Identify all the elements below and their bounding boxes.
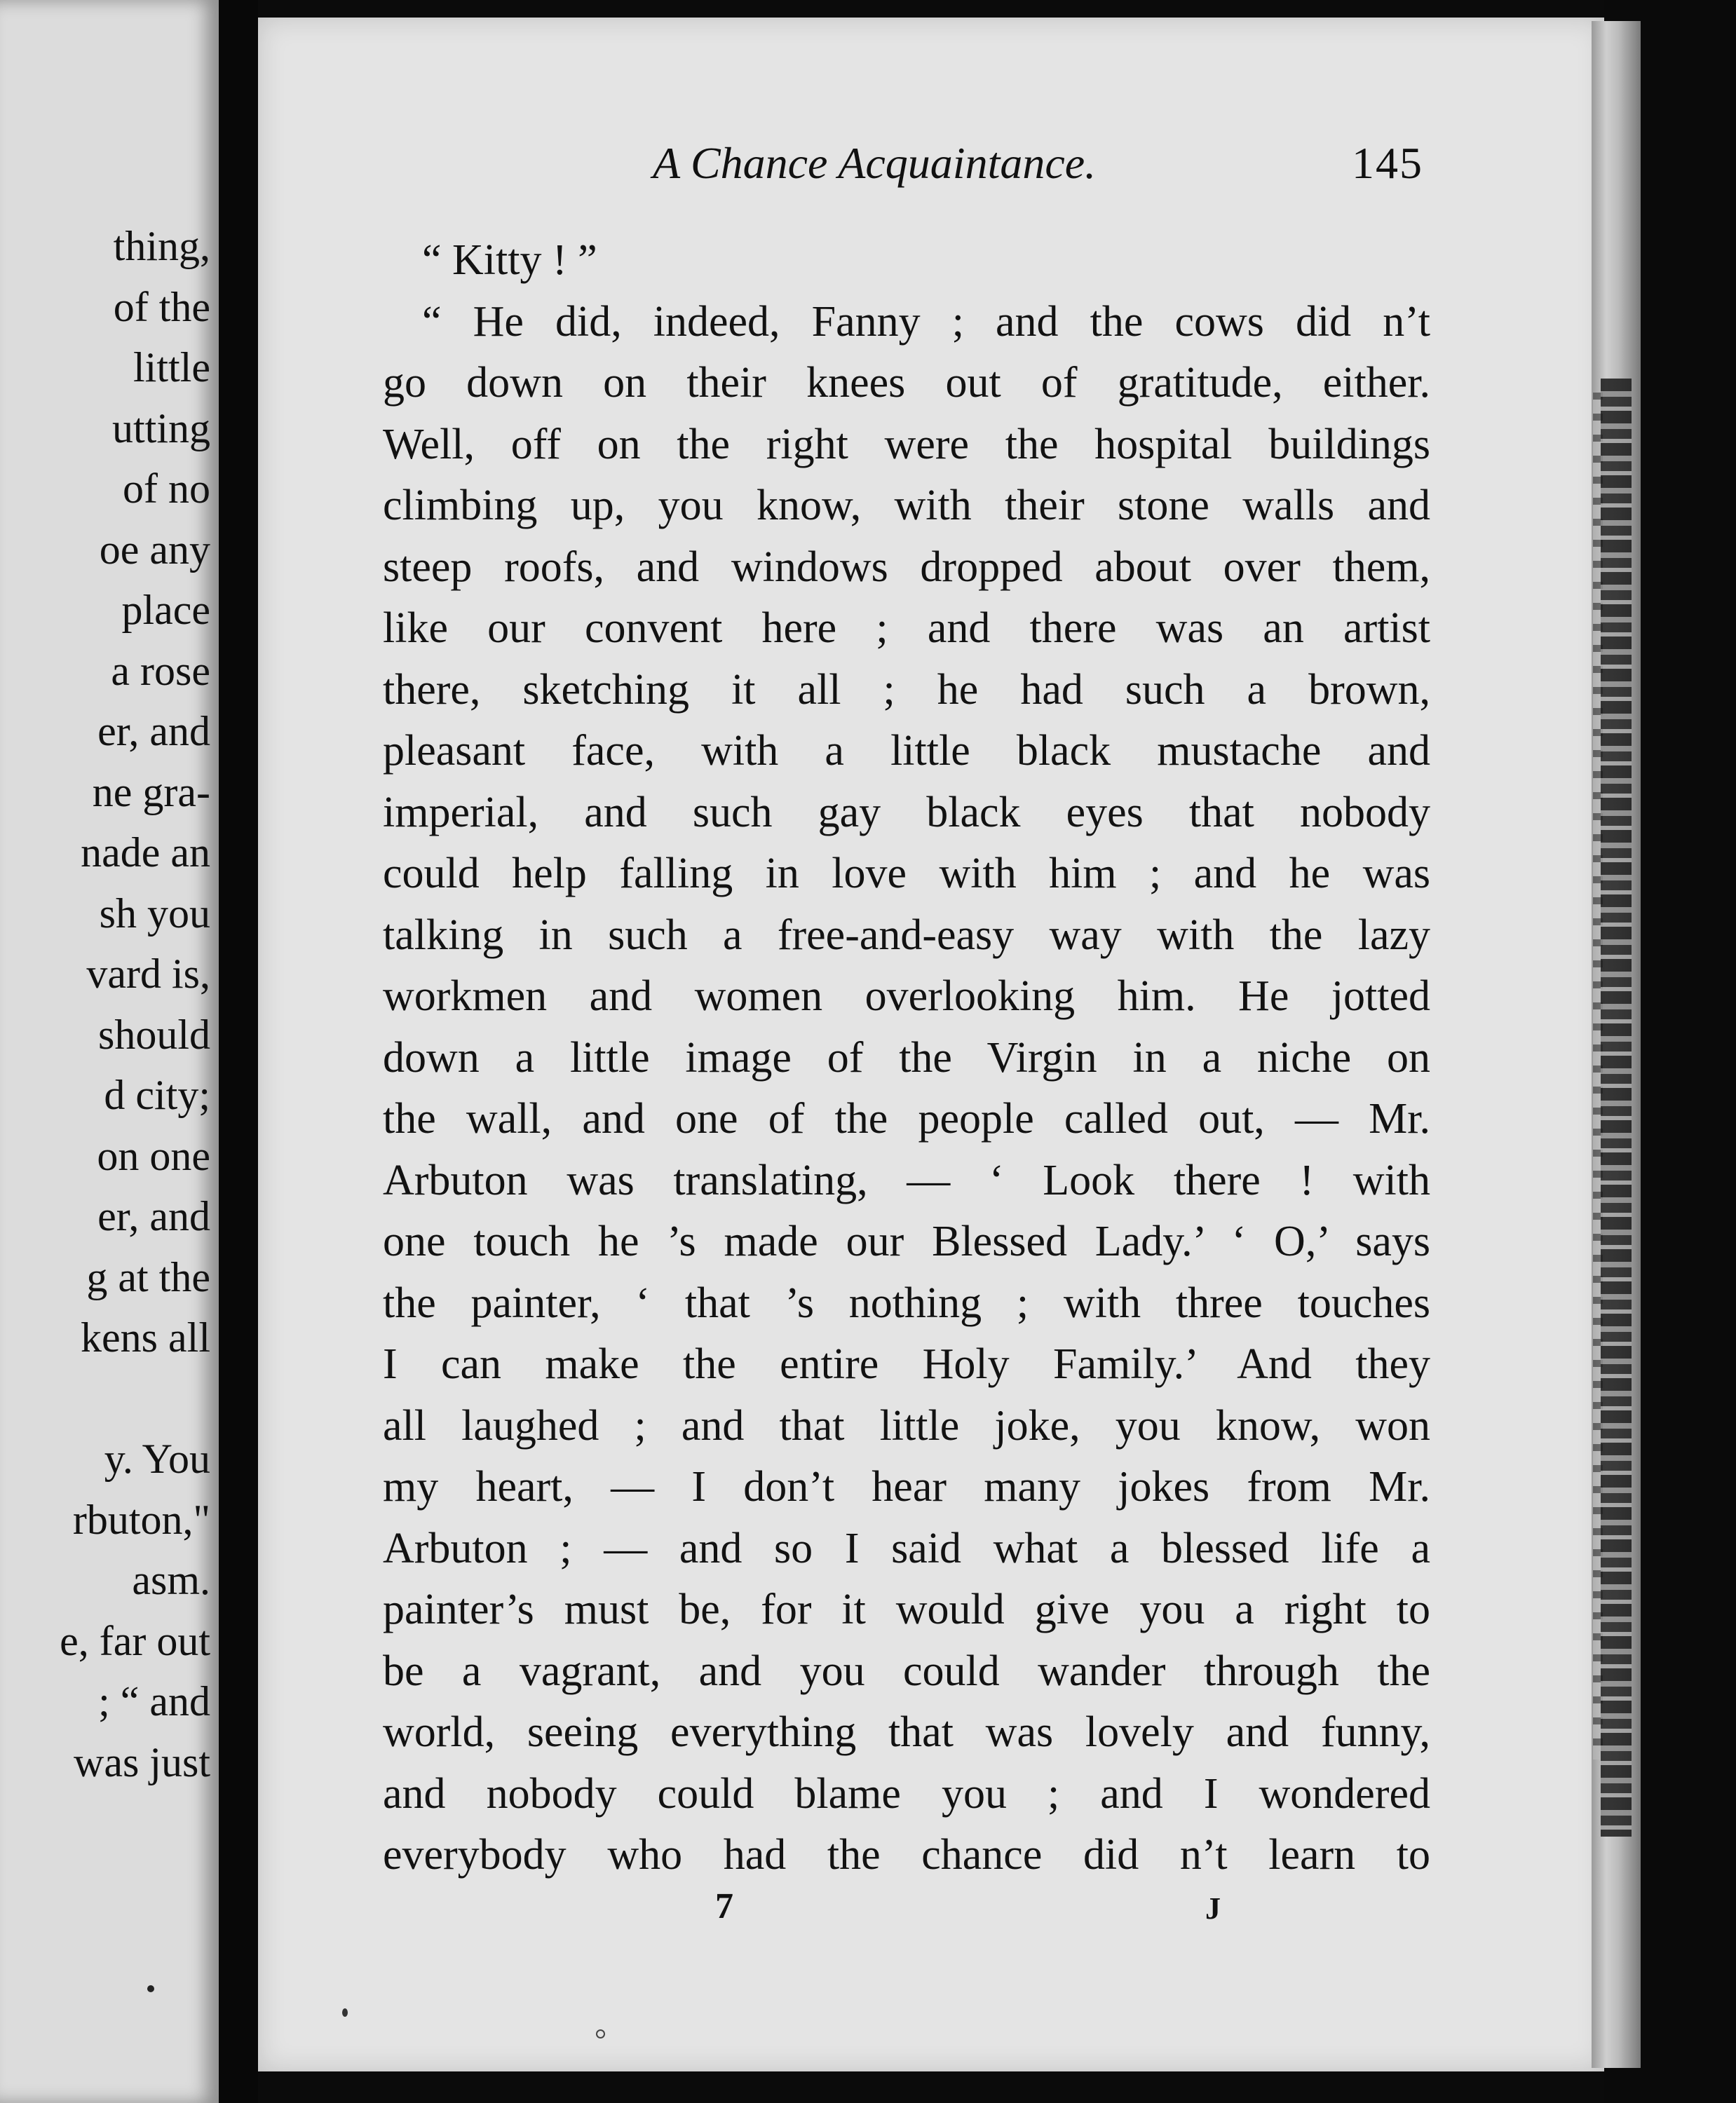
left-page-line: asm. xyxy=(132,1557,210,1603)
page-header xyxy=(258,135,1604,191)
signature-mark-right: J xyxy=(1205,1891,1221,1926)
text-line: steep roofs, and windows dropped about over them, xyxy=(383,543,1430,591)
left-page-line xyxy=(0,1368,210,1429)
left-page-line: was just xyxy=(74,1738,210,1785)
text-line: world, seeing everything that was lovely and funny, xyxy=(383,1708,1430,1756)
text-line: imperial, and such gay black eyes that nobody xyxy=(383,788,1430,836)
left-page-line: ne gra- xyxy=(92,768,210,815)
signature-mark-left: 7 xyxy=(715,1886,733,1926)
text-line: workmen and women overlooking him. He jotted xyxy=(383,972,1430,1020)
text-line: “ He did, indeed, Fanny ; and the cows did n’t xyxy=(422,297,1430,346)
text-line: Well, off on the right were the hospital buildings xyxy=(383,420,1430,468)
left-page-line: ; “ and xyxy=(98,1678,210,1724)
library-stamp xyxy=(1601,379,1632,1837)
left-page-line: d city; xyxy=(104,1072,210,1118)
left-page-line: g at the xyxy=(86,1253,210,1300)
text-line: Arbuton ; — and so I said what a blessed life a xyxy=(383,1524,1430,1572)
left-page-line: utting xyxy=(111,404,210,451)
main-page xyxy=(258,18,1604,2071)
text-line: climbing up, you know, with their stone walls and xyxy=(383,482,1430,529)
text-line: down a little image of the Virgin in a niche on xyxy=(383,1033,1430,1082)
running-title: A Chance Acquaintance. xyxy=(653,138,1097,188)
text-line: I can make the entire Holy Family.’ And they xyxy=(383,1340,1430,1388)
text-line: like our convent here ; and there was an artist xyxy=(383,604,1430,652)
left-page-line: a rose xyxy=(111,647,210,694)
left-page-line: er, and xyxy=(97,1193,210,1239)
left-page-line: on one xyxy=(97,1132,210,1179)
text-line: be a vagrant, and you could wander through the xyxy=(383,1647,1430,1695)
left-page-line: thing, xyxy=(113,223,210,269)
left-page-line: should xyxy=(97,1011,210,1058)
text-line: there, sketching it all ; he had such a brown, xyxy=(383,665,1430,714)
left-page-line: e, far out xyxy=(60,1617,210,1664)
text-line: Arbuton was translating, — ‘ Look there ! with xyxy=(383,1156,1430,1204)
left-page-line: nade an xyxy=(81,829,210,876)
text-line: pleasant face, with a little black mustache and xyxy=(383,727,1430,775)
speck xyxy=(596,2029,605,2039)
left-page-line: rbuton," xyxy=(72,1496,210,1543)
left-page-text xyxy=(0,216,210,1792)
left-page-line: kens all xyxy=(81,1314,210,1361)
text-line: could help falling in love with him ; and he was xyxy=(383,850,1430,897)
left-page-line: y. You xyxy=(104,1436,210,1482)
speck xyxy=(342,2008,348,2017)
text-line: my heart, — I don’t hear many jokes from Mr. xyxy=(383,1463,1430,1511)
left-facing-page xyxy=(0,0,219,2103)
book-gutter xyxy=(219,0,258,2103)
left-page-line: sh you xyxy=(99,890,210,937)
text-line: “ Kitty ! ” xyxy=(422,236,597,284)
left-page-line: oe any xyxy=(99,526,210,573)
text-line: go down on their knees out of gratitude, either. xyxy=(383,359,1430,407)
left-page-line: vard is, xyxy=(86,951,210,997)
text-line: one touch he ’s made our Blessed Lady.’ ‘ O,’ says xyxy=(383,1218,1430,1265)
text-line: the wall, and one of the people called out, — Mr. xyxy=(383,1095,1430,1143)
text-line: everybody who had the chance did n’t learn to xyxy=(383,1831,1430,1879)
left-page-line: er, and xyxy=(97,708,210,754)
text-line: and nobody could blame you ; and I wondered xyxy=(383,1769,1430,1818)
speck xyxy=(147,1985,154,1992)
body-text xyxy=(383,230,1430,1886)
text-line: the painter, ‘ that ’s nothing ; with three touches xyxy=(383,1279,1430,1327)
left-page-line: of the xyxy=(113,283,210,330)
text-line: talking in such a free-and-easy way with the lazy xyxy=(383,911,1430,959)
text-line: all laughed ; and that little joke, you know, won xyxy=(383,1401,1430,1450)
left-page-line: little xyxy=(133,344,210,390)
left-page-line: place xyxy=(121,587,210,633)
left-page-line: of no xyxy=(123,465,210,512)
page-number: 145 xyxy=(1352,138,1423,188)
text-line: painter’s must be, for it would give you a right to xyxy=(383,1586,1430,1633)
